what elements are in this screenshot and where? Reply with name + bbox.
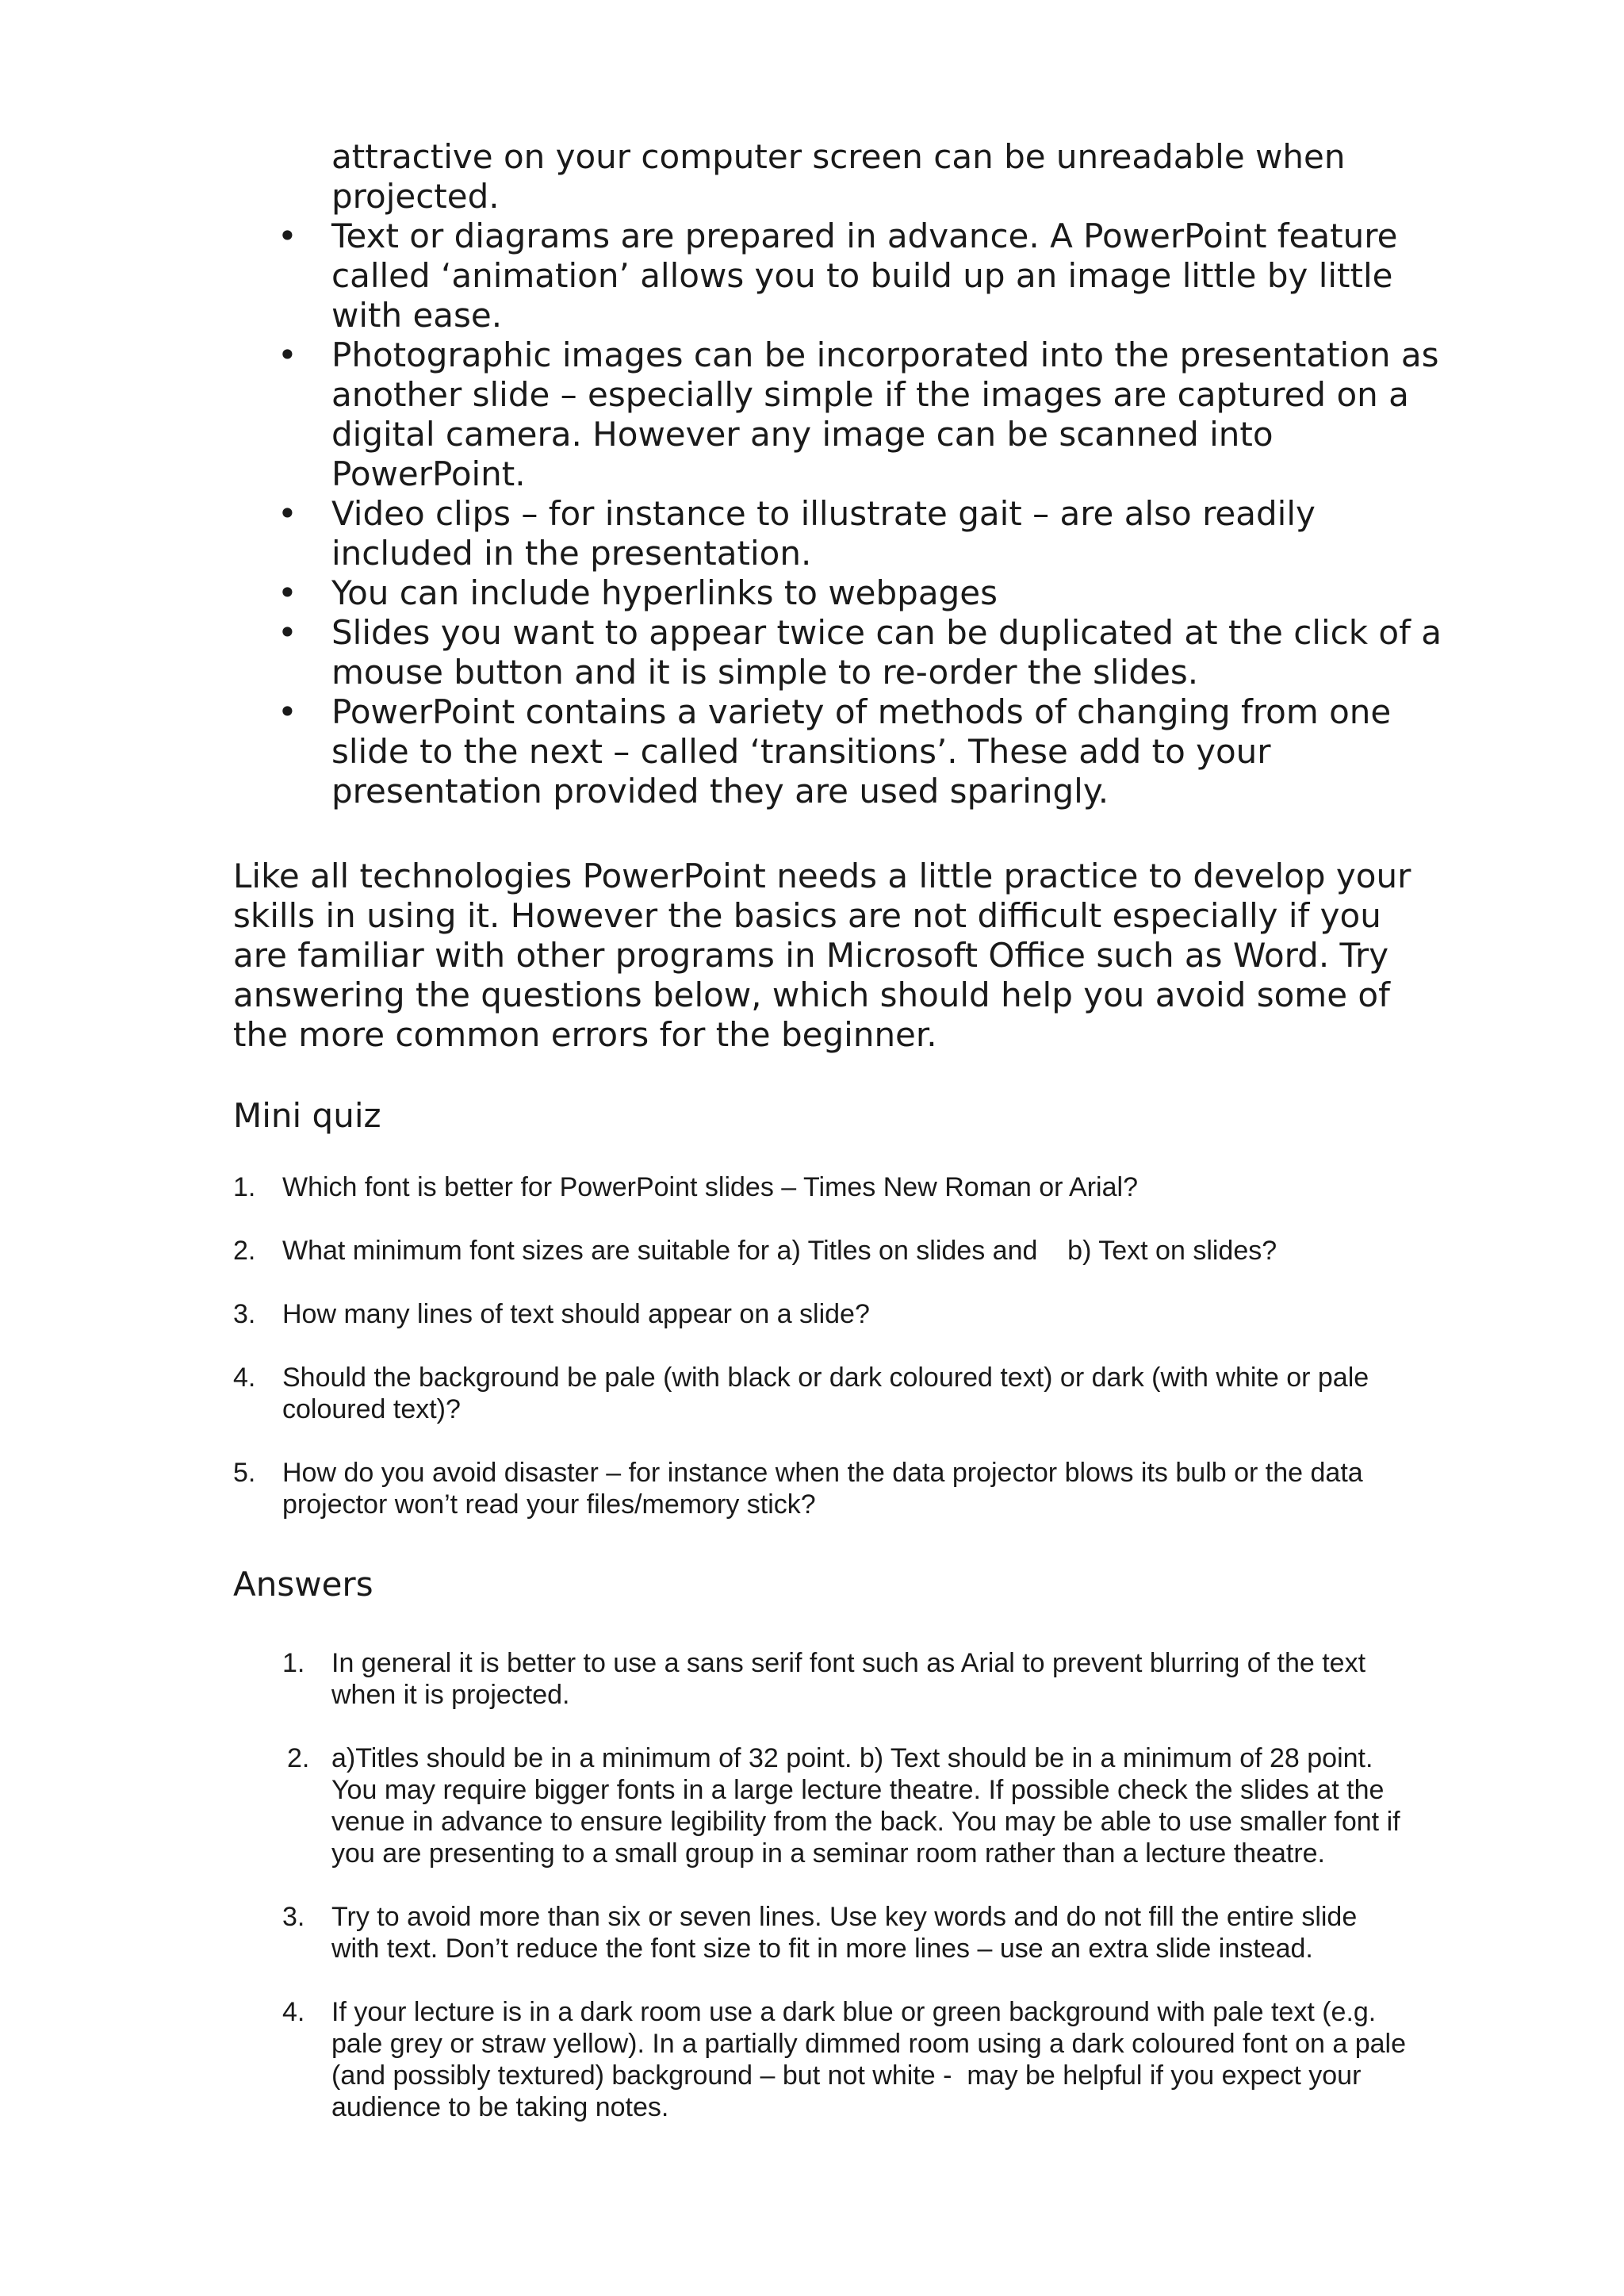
bullet-text: Photographic images can be incorporated into the presentation as another slide – especially simple if the images are captured on a digital camera. However any image can be scanned into PowerPoint. [331,335,1439,493]
quiz-question: How do you avoid disaster – for instance when the data projector blows its bulb or the data projector won’t read your files/memory stick? [282,1458,1363,1520]
list-item [278,335,1467,494]
quiz-question: Should the background be pale (with black or dark coloured text) or dark (with white or pale coloured text)? [282,1363,1369,1424]
answer-text: a)Titles should be in a minimum of 32 point. b) Text should be in a minimum of 28 point. You may require bigger fonts in a large lecture theatre. If possible check the slides at the venue in advance to ensure legibility from the back. You may be able to use smaller font if you are presenting to a small group in a seminar room rather than a lecture theatre. [331,1743,1400,1869]
list-item [278,613,1467,692]
quiz-item [233,1457,1423,1520]
list-item [278,217,1467,335]
quiz-question: What minimum font sizes are suitable for a) Titles on slides and b) Text on slides? [282,1236,1277,1266]
item-number: 4. [282,1997,305,2027]
continuation-text: attractive on your computer screen can be unreadable when projected. [331,137,1346,216]
quiz-item [233,1171,1423,1203]
bullet-icon: • [278,335,297,374]
quiz-list [233,1171,1423,1552]
answer-item [282,1996,1414,2123]
feature-bullet-list [278,217,1467,811]
item-number: 5. [233,1458,256,1488]
quiz-question: How many lines of text should appear on a slide? [282,1299,870,1329]
answer-item [282,1901,1408,1964]
answer-text: If your lecture is in a dark room use a dark blue or green background with pale text (e.g. pale grey or straw yellow). In a partially dimmed room using a dark coloured font on a pale (and possibly textured) background – but not white - may be helpful if you expect your audience to be taking notes. [331,1997,1414,2122]
bullet-text: PowerPoint contains a variety of methods of changing from one slide to the next – called ‘transitions’. These add to your presentation provided they are used sparingly. [331,692,1392,811]
item-number: 3. [233,1299,256,1329]
item-number: 1. [282,1648,305,1678]
item-number: 2. [287,1743,310,1773]
item-number: 4. [233,1363,256,1393]
bullet-icon: • [278,613,297,652]
bullet-text: You can include hyperlinks to webpages [331,573,998,612]
list-item [278,494,1467,573]
bullet-icon: • [278,494,297,533]
quiz-item [233,1362,1423,1425]
quiz-question: Which font is better for PowerPoint slides – Times New Roman or Arial? [282,1172,1138,1202]
answers-list [282,1647,1414,2155]
list-item [278,692,1467,811]
bullet-icon: • [278,692,297,731]
bullet-text: Video clips – for instance to illustrate gait – are also readily included in the presentation. [331,494,1316,573]
bullet-text: Slides you want to appear twice can be duplicated at the click of a mouse button and it is simple to re-order the slides. [331,613,1442,692]
bullet-text: Text or diagrams are prepared in advance. A PowerPoint feature called ‘animation’ allows you to build up an image little by little with ease. [331,217,1398,335]
item-number: 3. [282,1902,305,1932]
quiz-item [233,1298,1423,1330]
list-item [278,573,1467,613]
quiz-heading: Mini quiz [233,1096,381,1135]
answer-item [282,1647,1408,1711]
bullet-icon: • [278,217,297,255]
item-number: 2. [233,1236,256,1266]
answer-text: In general it is better to use a sans serif font such as Arial to prevent blurring of the text when it is projected. [331,1648,1366,1710]
item-number: 1. [233,1172,256,1202]
bullet-icon: • [278,573,297,612]
quiz-item [233,1235,1423,1267]
answer-text: Try to avoid more than six or seven lines. Use key words and do not fill the entire slide with text. Don’t reduce the font size to fit in more lines – use an extra slide instead. [331,1902,1358,1964]
answers-heading: Answers [233,1565,373,1604]
intro-paragraph: Like all technologies PowerPoint needs a little practice to develop your skills in using it. However the basics are not difficult especially if you are familiar with other programs in Microsoft Office such as Word. Try answering the questions below, which should help you avoid some of the more common errors for the beginner. [233,857,1411,1054]
answer-item [282,1742,1408,1869]
